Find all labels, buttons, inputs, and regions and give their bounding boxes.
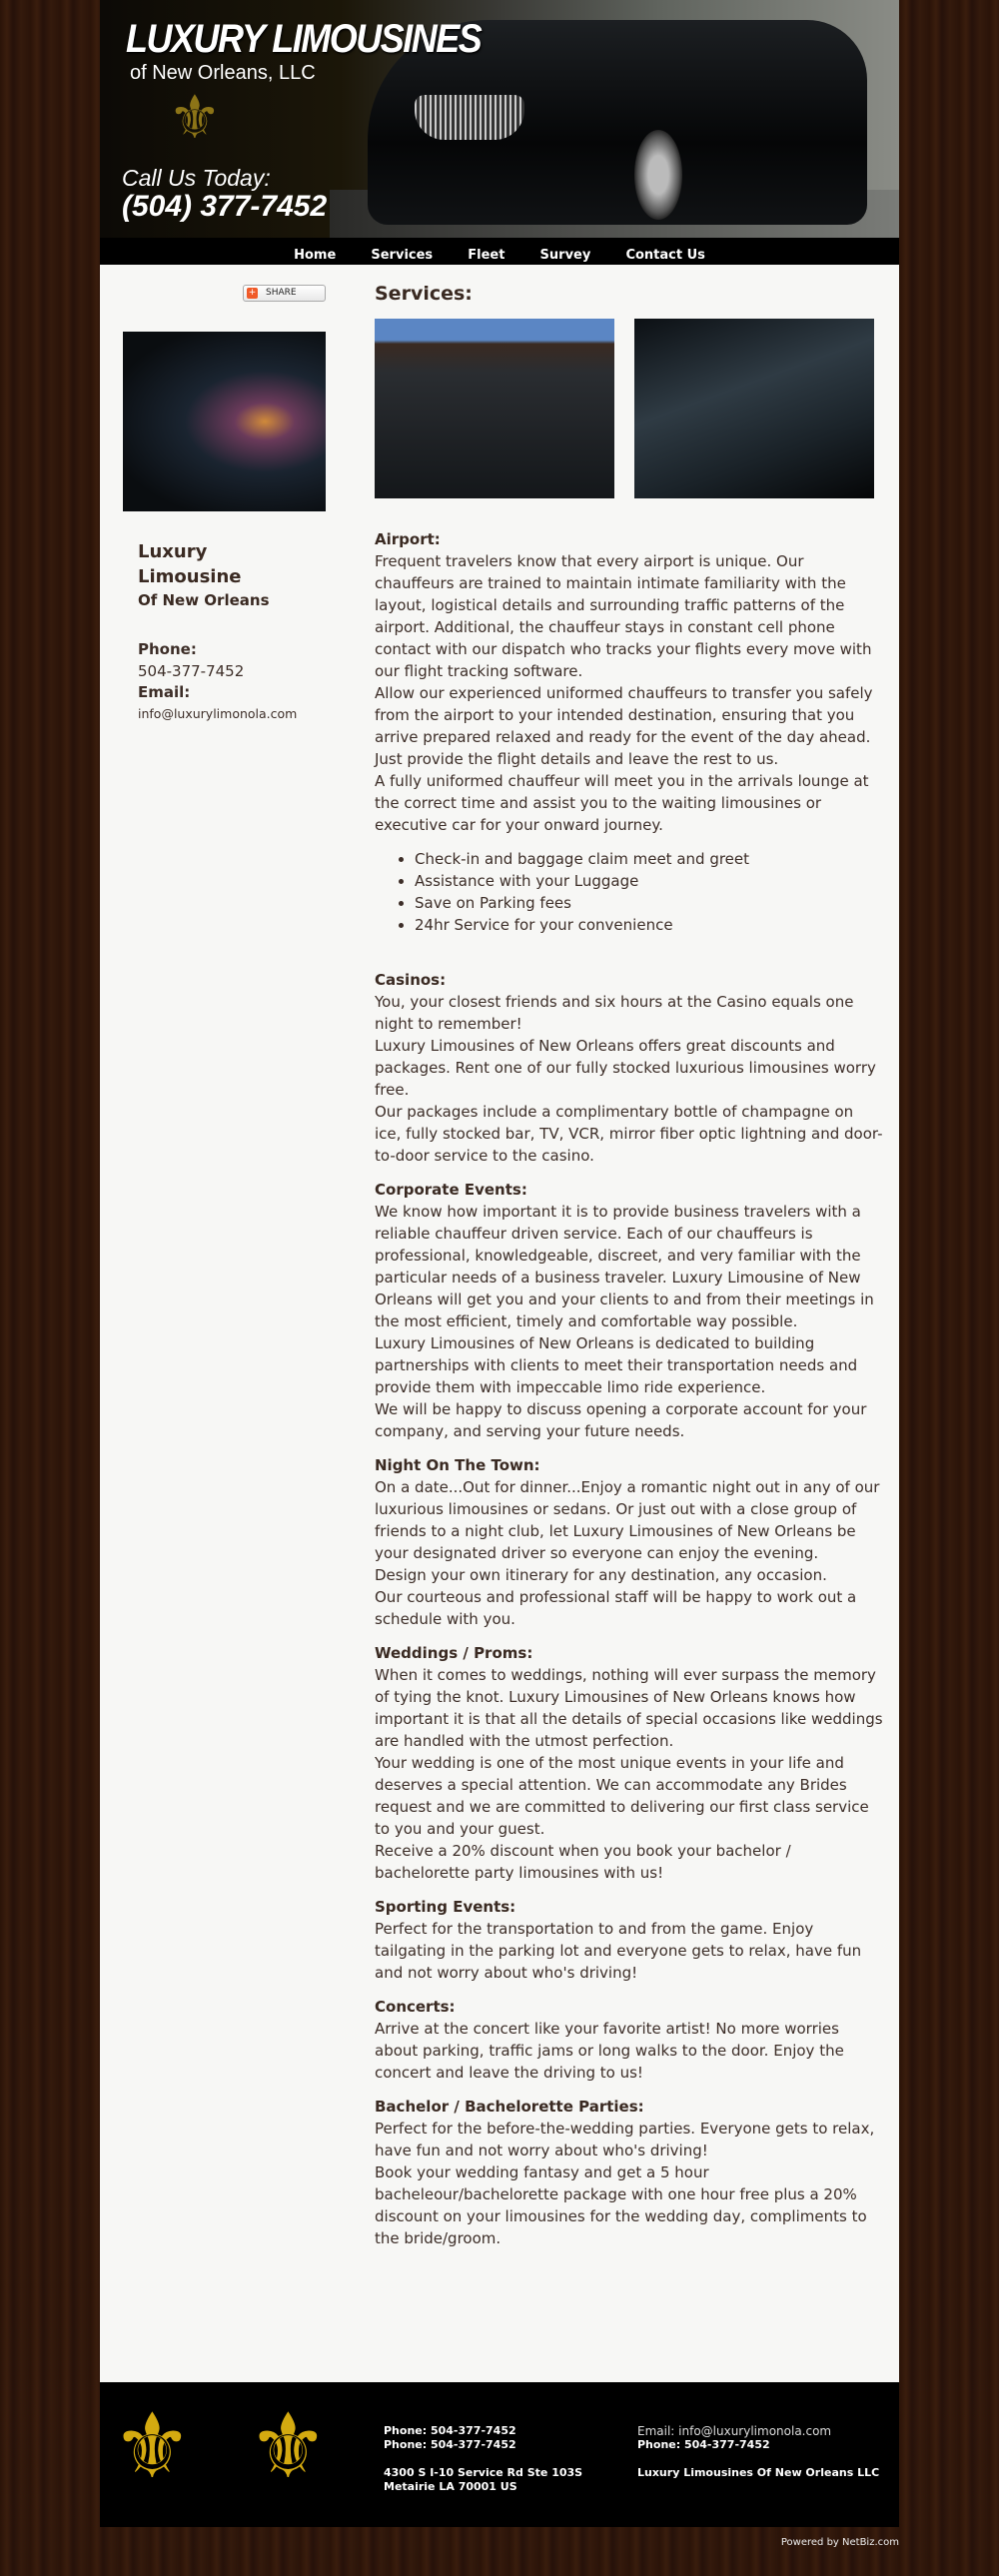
section-paragraph: We will be happy to discuss opening a corporate account for your company, and serving your future needs.	[375, 1400, 867, 1440]
services-list	[375, 528, 884, 2249]
section-paragraph: Perfect for the transportation to and from the game. Enjoy tailgating in the parking lot and everyone gets to relax, have fun and not worry about who's driving!	[375, 1920, 862, 1982]
list-item: • 24hr Service for your convenience	[415, 914, 884, 936]
footer-company-col	[637, 2424, 879, 2480]
nav-services[interactable]: Services	[371, 248, 434, 263]
footer-email[interactable]: Email: info@luxurylimonola.com	[637, 2424, 832, 2438]
section-paragraph: Our packages include a complimentary bottle of champagne on ice, fully stocked bar, TV, VCR, mirror fiber optic lightning and door-to-door service to the casino.	[375, 1103, 883, 1165]
section-paragraph: Your wedding is one of the most unique events in your life and deserves a special attention. We can accommodate any Brides request and we are committed to delivering our first class service to you and your guest.	[375, 1754, 869, 1838]
limo-seat-image-1	[375, 319, 614, 498]
call-label: Call Us Today:	[122, 165, 271, 191]
service-section	[375, 1996, 884, 2084]
section-heading: Weddings / Proms:	[375, 1644, 533, 1662]
section-paragraph: You, your closest friends and six hours at the Casino equals one night to remember!	[375, 993, 854, 1033]
footer-address-1: 4300 S I-10 Service Rd Ste 103S	[384, 2466, 583, 2479]
sidebar-contact	[138, 539, 328, 725]
share-button[interactable]	[243, 285, 326, 302]
car-grille	[415, 95, 524, 140]
section-paragraph: Receive a 20% discount when you book your bachelor / bachelorette party limousines with us!	[375, 1842, 791, 1882]
company-name-1: Luxury	[138, 541, 208, 562]
section-paragraph: Design your own itinerary for any destination, any occasion.	[375, 1566, 827, 1584]
section-heading: Night On The Town:	[375, 1456, 540, 1474]
fleur-de-lis-icon: ⚜	[168, 83, 222, 153]
main-content	[375, 283, 884, 2261]
section-heading: Concerts:	[375, 1998, 456, 2016]
logo-subtitle: of New Orleans, LLC	[130, 62, 316, 84]
section-paragraph: Luxury Limousines of New Orleans is dedicated to building partnerships with clients to meet their transportation needs and provide them with impeccable limo ride experience.	[375, 1334, 858, 1396]
section-paragraph: A fully uniformed chauffeur will meet you in the arrivals lounge at the correct time and assist you to the waiting limousines or executive car for your onward journey.	[375, 772, 869, 834]
footer-phone-1: Phone: 504-377-7452	[384, 2424, 516, 2437]
service-section	[375, 1642, 884, 1884]
section-heading: Sporting Events:	[375, 1898, 516, 1916]
service-section	[375, 1179, 884, 1442]
email-link[interactable]: info@luxurylimonola.com	[138, 706, 298, 721]
footer-contact-col	[384, 2424, 582, 2494]
section-paragraph: Perfect for the before-the-wedding parties. Everyone gets to relax, have fun and not worry about who's driving!	[375, 2120, 875, 2159]
list-item: • Save on Parking fees	[415, 892, 884, 914]
phone-value: 504-377-7452	[138, 662, 245, 680]
footer-phone-3: Phone: 504-377-7452	[637, 2438, 770, 2451]
nav-survey[interactable]: Survey	[539, 248, 591, 263]
nav-home[interactable]: Home	[294, 248, 337, 263]
section-heading: Bachelor / Bachelorette Parties:	[375, 2098, 644, 2116]
service-section	[375, 1896, 884, 1984]
service-section	[375, 1454, 884, 1630]
fleur-de-lis-icon: ⚜	[112, 2394, 193, 2499]
share-label: SHARE	[266, 288, 297, 298]
section-paragraph: Luxury Limousines of New Orleans offers great discounts and packages. Rent one of our fully stocked luxurious limousines worry free.	[375, 1037, 876, 1099]
list-item: • Check-in and baggage claim meet and greet	[415, 848, 884, 870]
section-paragraph: Arrive at the concert like your favorite artist! No more worries about parking, traffic jams or long walks to the door. Enjoy the concert and leave the driving to us!	[375, 2020, 844, 2082]
section-heading: Corporate Events:	[375, 1181, 527, 1199]
logo-title: LUXURY LIMOUSINES	[126, 15, 482, 61]
page-container	[100, 0, 899, 2527]
limo-interior-image	[123, 332, 326, 511]
car-wheel	[634, 130, 682, 220]
company-name-2: Limousine	[138, 566, 242, 587]
powered-by-link[interactable]: Powered by NetBiz.com	[780, 2537, 899, 2548]
nav-contact-us[interactable]: Contact Us	[625, 248, 705, 263]
service-section	[375, 969, 884, 1167]
service-section	[375, 2096, 884, 2249]
section-heading: Casinos:	[375, 971, 447, 989]
section-heading: Airport:	[375, 530, 441, 548]
footer	[100, 2382, 899, 2527]
limo-seat-image-2	[634, 319, 874, 498]
main-nav	[100, 238, 899, 265]
section-paragraph: Frequent travelers know that every airport is unique. Our chauffeurs are trained to maintain intimate familiarity with the layout, logistical details and surrounding traffic patterns of the airport. Additional, the chauffeur stays in constant cell phone contact with our dispatch who tracks your flights every move with our flight tracking software.	[375, 552, 872, 680]
service-section	[375, 528, 884, 936]
call-number: (504) 377-7452	[122, 190, 328, 223]
footer-phone-2: Phone: 504-377-7452	[384, 2438, 516, 2451]
section-paragraph: When it comes to weddings, nothing will ever surpass the memory of tying the knot. Luxury Limousines of New Orleans knows how important it is that all the details of special occasions like weddings are handled with the utmost perfection.	[375, 1666, 883, 1750]
section-paragraph: We know how important it is to provide business travelers with a reliable chauffeur driven service. Each of our chauffeurs is professional, knowledgeable, discreet, and very familiar with the particular needs of a business traveler. Luxury Limousine of New Orleans will get you and your clients to and from their meetings in the most efficient, timely and comfortable way possible.	[375, 1203, 874, 1330]
footer-company: Luxury Limousines Of New Orleans LLC	[637, 2466, 880, 2479]
list-item: • Assistance with your Luggage	[415, 870, 884, 892]
phone-label: Phone:	[138, 640, 197, 658]
section-paragraph: Our courteous and professional staff will be happy to work out a schedule with you.	[375, 1588, 857, 1628]
company-name-3: Of New Orleans	[138, 591, 270, 609]
fleur-de-lis-icon: ⚜	[248, 2394, 329, 2499]
page-title: Services:	[375, 283, 473, 305]
section-paragraph: Allow our experienced uniformed chauffeurs to transfer you safely from the airport to your intended destination, ensuring that you arrive prepared relaxed and ready for the event of the day ahead. Just provide the flight details and leave the rest to us.	[375, 684, 873, 768]
plus-icon: +	[248, 288, 257, 298]
footer-address-2: Metairie LA 70001 US	[384, 2480, 517, 2493]
header-banner	[100, 0, 899, 238]
feature-list	[415, 848, 884, 936]
email-label: Email:	[138, 683, 191, 701]
section-paragraph: On a date...Out for dinner...Enjoy a romantic night out in any of our luxurious limousines or sedans. Or just out with a close group of friends to a night club, let Luxury Limousines of New Orleans be your designated driver so everyone can enjoy the evening.	[375, 1478, 880, 1562]
section-paragraph: Book your wedding fantasy and get a 5 hour bacheleour/bachelorette package with one hour free plus a 20% discount on your limousines for the wedding day, compliments to the bride/groom.	[375, 2163, 867, 2247]
nav-fleet[interactable]: Fleet	[468, 248, 505, 263]
service-images	[375, 319, 884, 498]
